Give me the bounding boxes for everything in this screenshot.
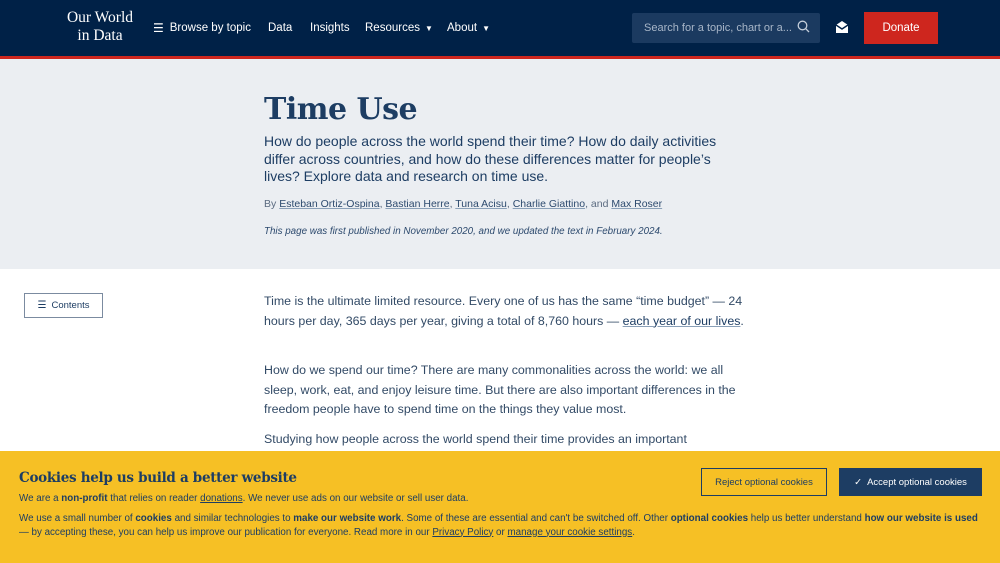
text-bold: make our website work	[293, 513, 402, 524]
byline-prefix: By	[264, 198, 277, 210]
text: .	[632, 526, 635, 538]
text: and similar technologies to	[171, 513, 294, 524]
caret-down-icon: ▼	[482, 23, 490, 33]
nav-about[interactable]	[447, 0, 490, 56]
author-link[interactable]: Max Roser	[611, 198, 663, 210]
page-subtitle: How do people across the world spend their time? How do daily activities differ across countries, and how do these differences matter for people’s lives? Explore data and research on time use.	[264, 133, 717, 184]
text: that relies on reader	[107, 493, 201, 504]
cookie-settings-link[interactable]: manage your cookie settings	[507, 526, 633, 538]
text: We are a	[19, 493, 62, 504]
nav-data-label: Data	[268, 22, 293, 34]
cookie-banner-title: Cookies help us build a better website	[19, 470, 297, 486]
nav-about-label: About	[447, 22, 478, 34]
nav-resources-label: Resources	[365, 22, 420, 34]
contents-label: Contents	[51, 300, 90, 311]
text-bold: non-profit	[61, 493, 108, 504]
privacy-policy-link[interactable]: Privacy Policy	[432, 526, 494, 538]
envelope-icon[interactable]	[834, 19, 850, 35]
text: help us better understand	[748, 513, 865, 524]
check-icon: ✓	[854, 476, 863, 488]
publication-note: This page was first published in November 2020, and we updated the text in February 2024.	[264, 226, 663, 237]
paragraph-text: Time is the ultimate limited resource. Every one of us has the same “time budget” — 24 hours per day, 365 days per year, giving a total of 8,760 hours —	[264, 294, 743, 328]
nav-resources[interactable]	[365, 0, 433, 56]
nav-data[interactable]	[268, 0, 292, 56]
site-logo[interactable]	[58, 9, 142, 45]
cookie-banner-details	[19, 512, 989, 539]
search-icon[interactable]	[797, 20, 810, 36]
author-link[interactable]: Tuna Acisu	[455, 198, 507, 210]
byline-and: and	[590, 198, 609, 210]
logo-line-2: in Data	[77, 27, 123, 44]
text-bold: optional cookies	[670, 513, 749, 524]
author-link[interactable]: Bastian Herre	[385, 198, 450, 210]
caret-down-icon: ▼	[424, 23, 433, 33]
text-bold: cookies	[135, 513, 172, 524]
author-link[interactable]: Esteban Ortiz-Ospina	[279, 198, 380, 210]
contents-button[interactable]	[24, 293, 103, 318]
text-bold: how our website is used	[864, 513, 978, 524]
byline: By Esteban Ortiz-Ospina, Bastian Herre, Tuna Acisu, Charlie Giattino, and Max Roser	[264, 198, 663, 210]
reject-cookies-button[interactable]: Reject optional cookies	[701, 468, 827, 496]
nav-browse-by-topic[interactable]	[153, 0, 251, 56]
search-input[interactable]	[644, 22, 793, 34]
page-title: Time Use	[264, 92, 418, 127]
donate-button[interactable]: Donate	[864, 12, 938, 44]
nav-insights[interactable]	[310, 0, 350, 56]
cookie-banner-text	[19, 493, 468, 504]
list-icon: ☰	[37, 300, 47, 311]
paragraph-end: .	[740, 313, 744, 328]
text: or	[493, 526, 508, 538]
article-paragraph: How do we spend our time? There are many commonalities across the world: we all sleep, work, eat, and enjoy leisure time. But there are also important differences in the freedom people have to spend time on the things they value most.	[264, 363, 736, 417]
logo-line-1: Our World	[66, 9, 134, 26]
article-paragraph: Studying how people across the world spend their time provides an important	[264, 432, 687, 446]
nav-insights-label: Insights	[310, 22, 350, 34]
article-paragraph	[264, 292, 744, 331]
text: . We never use ads on our website or sell user data.	[242, 493, 469, 504]
each-year-link[interactable]: each year of our lives	[622, 313, 741, 328]
text: — by accepting these, you can help us improve our publication for everyone. Read more in our	[19, 526, 433, 538]
top-navigation-bar	[0, 0, 1000, 56]
accept-label: Accept optional cookies	[867, 476, 967, 488]
text: We use a small number of	[19, 513, 136, 524]
donations-link[interactable]: donations	[200, 493, 243, 504]
nav-browse-label: Browse by topic	[169, 22, 251, 34]
author-link[interactable]: Charlie Giattino	[512, 198, 586, 210]
list-icon: ☰	[153, 21, 164, 35]
text: . Some of these are essential and can't be switched off. Other	[401, 513, 671, 524]
search-box	[632, 13, 820, 43]
accept-cookies-button[interactable]	[839, 468, 982, 496]
